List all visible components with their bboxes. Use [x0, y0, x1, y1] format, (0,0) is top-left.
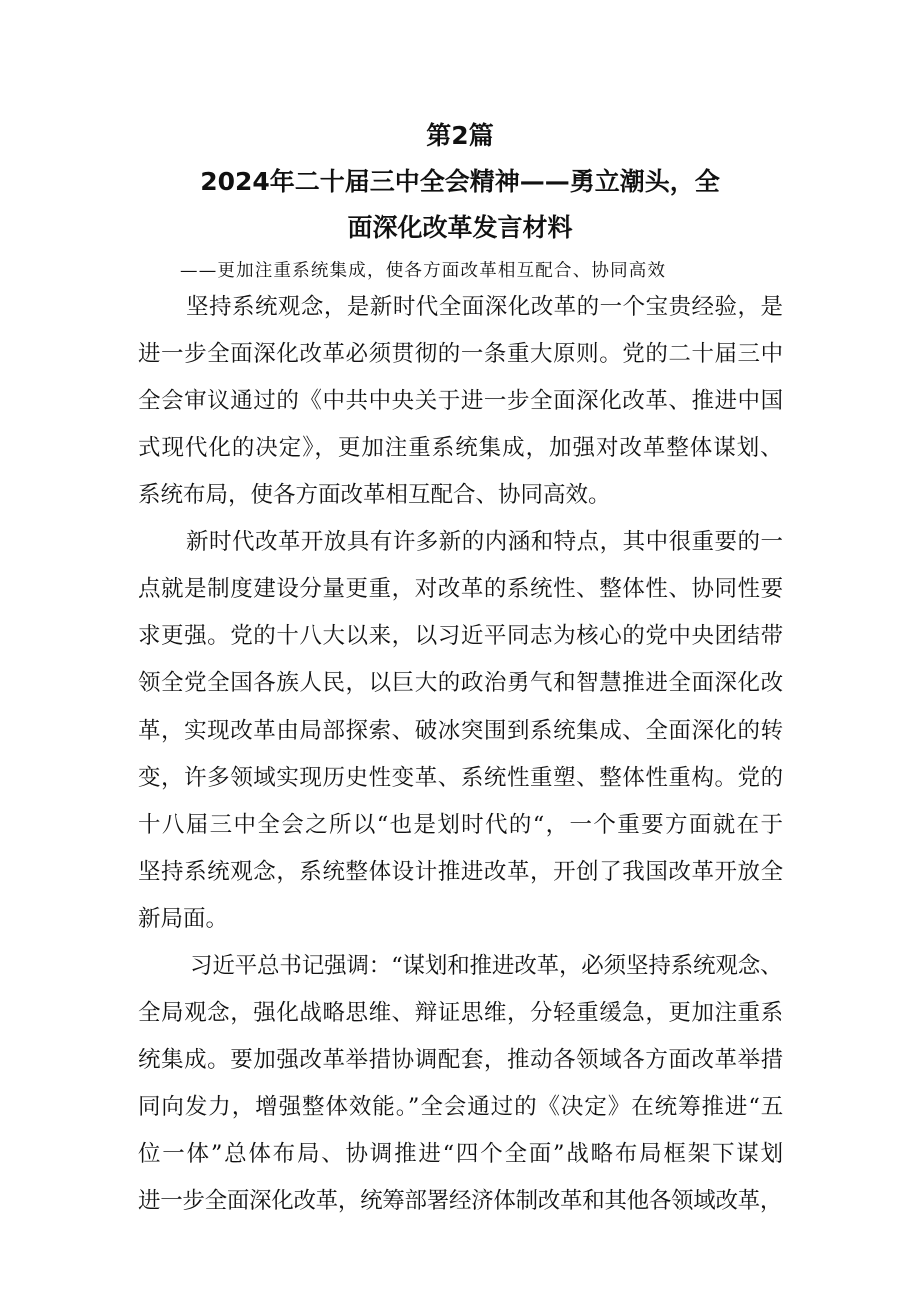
body-line: 新局面。 — [138, 906, 229, 932]
body-line: 新时代改革开放具有许多新的内涵和特点，其中很重要的一 — [186, 529, 784, 555]
body-line: 求更强。党的十八大以来，以习近平同志为核心的党中央团结带 — [138, 623, 784, 649]
body-line: 习近平总书记强调：“谋划和推进改革，必须坚持系统观念、 — [190, 953, 783, 979]
body-line: 十八届三中全会之所以“也是划时代的“，一个重要方面就在于 — [138, 812, 785, 838]
body-line: 统集成。要加强改革举措协调配套，推动各领域各方面改革举措 — [138, 1047, 784, 1073]
body-line: 革，实现改革由局部探索、破冰突围到系统集成、全面深化的转 — [138, 718, 784, 744]
body-line: 变，许多领域实现历史性变革、系统性重塑、整体性重构。党的 — [138, 765, 784, 791]
body-line: 同向发力，增强整体效能。”全会通过的《决定》在统筹推进“五 — [138, 1094, 785, 1120]
subtitle: ——更加注重系统集成，使各方面改革相互配合、协同高效 — [180, 261, 667, 281]
title-line-2: 面深化改革发言材料 — [347, 213, 573, 242]
body-line: 坚持系统观念，是新时代全面深化改革的一个宝贵经验，是 — [186, 294, 784, 320]
body-line: 进一步全面深化改革，统筹部署经济体制改革和其他各领域改革， — [138, 1188, 783, 1214]
body-line: 位一体”总体布局、协调推进“四个全面”战略布局框架下谋划 — [138, 1141, 785, 1167]
body-line: 坚持系统观念，系统整体设计推进改革，开创了我国改革开放全 — [138, 859, 784, 885]
body-line: 领全党全国各族人民，以巨大的政治勇气和智慧推进全面深化改 — [138, 670, 784, 696]
body-line: 式现代化的决定》，更加注重系统集成，加强对改革整体谋划、 — [138, 435, 784, 461]
part-label: 第2篇 — [426, 121, 494, 150]
title-line-1: 2024年二十届三中全会精神——勇立潮头，全 — [200, 167, 720, 196]
body-line: 系统布局，使各方面改革相互配合、协同高效。 — [138, 482, 611, 508]
body-line: 进一步全面深化改革必须贯彻的一条重大原则。党的二十届三中 — [138, 341, 784, 367]
body-line: 点就是制度建设分量更重，对改革的系统性、整体性、协同性要 — [138, 576, 784, 602]
body-line: 全会审议通过的《中共中央关于进一步全面深化改革、推进中国 — [138, 388, 784, 414]
body-line: 全局观念，强化战略思维、辩证思维，分轻重缓急，更加注重系 — [138, 1000, 784, 1026]
